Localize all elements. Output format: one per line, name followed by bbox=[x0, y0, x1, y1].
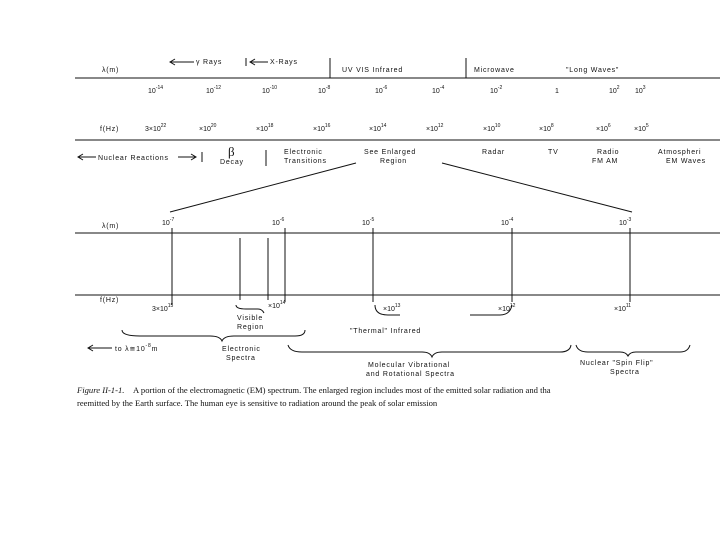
e-f-tick-1: $3\times 10^{15}$ bbox=[152, 303, 174, 313]
em-waves-label: EM Waves bbox=[666, 158, 706, 165]
radio-label: Radio bbox=[597, 149, 620, 156]
nuclear-spectra-label: Spectra bbox=[610, 369, 640, 376]
f-tick-3: $\times 10^{18}$ bbox=[256, 123, 274, 133]
f-tick-1: $3\times 10^{22}$ bbox=[145, 123, 167, 133]
wl-tick-4: $10^{-8}$ bbox=[318, 85, 331, 95]
figure-caption bbox=[77, 384, 717, 409]
decay-label: Decay bbox=[220, 159, 244, 166]
e-f-tick-3: $\times 10^{13}$ bbox=[383, 303, 401, 313]
enlarged-lambda-label: λ(m) bbox=[102, 223, 120, 230]
region-label: Region bbox=[380, 158, 407, 165]
e-wl-tick-1: $10^{-7}$ bbox=[162, 217, 175, 227]
to-lambda-label: to $\lambda≅10^{-8}m$ bbox=[115, 343, 159, 353]
atmospheric-label: Atmospheri bbox=[658, 149, 702, 156]
see-enlarged-label: See Enlarged bbox=[364, 149, 417, 156]
e-wl-tick-2: $10^{-6}$ bbox=[272, 217, 285, 227]
caption-line-1: A portion of the electromagnetic (EM) spectrum. The enlarged region includes most of the emitted solar radiation and tha bbox=[133, 385, 551, 395]
fm-am-label: FM AM bbox=[592, 158, 619, 165]
zoom-connector-right bbox=[442, 163, 632, 212]
caption-line-2: reemitted by the Earth surface. The human eye is sensitive to radiation around the peak of solar emission bbox=[77, 397, 438, 408]
zoom-connector-left bbox=[170, 163, 356, 212]
f-tick-9: $\times 10^6$ bbox=[596, 123, 611, 133]
nuclear-spin-flip-label: Nuclear "Spin Flip" bbox=[580, 360, 654, 367]
microwave-label: Microwave bbox=[474, 67, 515, 74]
wl-tick-9: $10^2$ bbox=[609, 85, 620, 95]
enlarged-wavelength-ticks bbox=[162, 217, 631, 227]
f-tick-10: $\times 10^5$ bbox=[634, 123, 649, 133]
top-wavelength-ticks bbox=[148, 85, 646, 95]
f-tick-4: $\times 10^{16}$ bbox=[313, 123, 331, 133]
molecular-label-2: and Rotational Spectra bbox=[366, 371, 455, 378]
tv-label: TV bbox=[548, 149, 559, 156]
e-f-tick-4: $\times 10^{12}$ bbox=[498, 303, 516, 313]
nuclear-reactions-label: Nuclear Reactions bbox=[98, 155, 169, 162]
gamma-rays-label: γ Rays bbox=[196, 59, 223, 66]
radar-label: Radar bbox=[482, 149, 506, 156]
electronic-spectra-bracket bbox=[122, 330, 305, 341]
top-freq-label: f(Hz) bbox=[100, 126, 120, 133]
beta-symbol: β bbox=[228, 144, 236, 159]
f-tick-2: $\times 10^{20}$ bbox=[199, 123, 217, 133]
e-f-tick-5: $\times 10^{11}$ bbox=[614, 303, 632, 313]
thermal-infrared-label: "Thermal" Infrared bbox=[350, 328, 422, 335]
f-tick-5: $\times 10^{14}$ bbox=[369, 123, 387, 133]
e-wl-tick-4: $10^{-4}$ bbox=[501, 217, 514, 227]
wl-tick-6: $10^{-4}$ bbox=[432, 85, 445, 95]
nuclear-spectra-bracket bbox=[576, 345, 690, 356]
uv-vis-ir-label: UV VIS Infrared bbox=[342, 67, 404, 74]
wl-tick-5: $10^{-6}$ bbox=[375, 85, 388, 95]
electronic-label: Electronic bbox=[284, 149, 323, 156]
top-lambda-label: λ(m) bbox=[102, 67, 120, 74]
electronic-spectra-label-2: Spectra bbox=[226, 355, 256, 362]
f-tick-8: $\times 10^8$ bbox=[539, 123, 554, 133]
molecular-spectra-bracket bbox=[288, 345, 571, 357]
wl-tick-3: $10^{-10}$ bbox=[262, 85, 278, 95]
f-tick-7: $\times 10^{10}$ bbox=[483, 123, 501, 133]
molecular-label: Molecular Vibrational bbox=[368, 362, 451, 369]
electronic-spectra-label: Electronic bbox=[222, 346, 261, 353]
wl-tick-1: $10^{-14}$ bbox=[148, 85, 164, 95]
wl-tick-2: $10^{-12}$ bbox=[206, 85, 222, 95]
enlarged-frequency-ticks bbox=[152, 300, 631, 313]
wl-tick-8: 1 bbox=[555, 88, 559, 95]
figure-number: Figure II-1-1. bbox=[77, 385, 125, 395]
visible-region-label: Region bbox=[237, 324, 264, 331]
e-f-tick-2: $\times 10^{14}$ bbox=[268, 300, 286, 310]
enlarged-freq-label: f(Hz) bbox=[100, 297, 120, 304]
wl-tick-7: $10^{-2}$ bbox=[490, 85, 503, 95]
f-tick-6: $\times 10^{12}$ bbox=[426, 123, 444, 133]
top-frequency-ticks bbox=[145, 123, 649, 133]
transitions-label: Transitions bbox=[284, 158, 327, 165]
long-waves-label: "Long Waves" bbox=[566, 67, 620, 74]
e-wl-tick-5: $10^{-3}$ bbox=[619, 217, 632, 227]
e-wl-tick-3: $10^{-5}$ bbox=[362, 217, 375, 227]
wl-tick-10: $10^3$ bbox=[635, 85, 646, 95]
x-rays-label: X-Rays bbox=[270, 59, 298, 66]
visible-label: Visible bbox=[237, 315, 264, 322]
